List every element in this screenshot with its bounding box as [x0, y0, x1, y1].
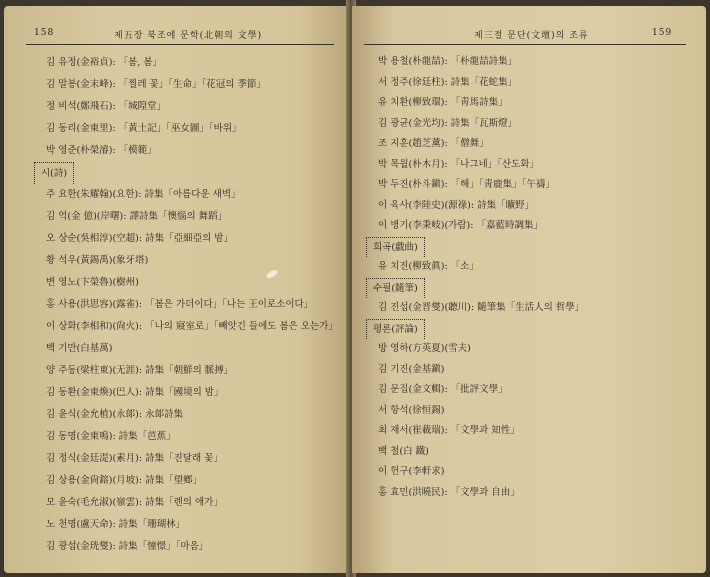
- author-entry-text: 유 치진(柳致眞): 「소」: [378, 261, 479, 272]
- author-entry: [46, 382, 346, 404]
- author-entry: [378, 155, 696, 176]
- right-entry-list: [373, 52, 696, 503]
- author-entry: [46, 294, 346, 316]
- author-entry: [46, 316, 346, 338]
- header-rule: [26, 44, 334, 45]
- section-heading-row: [34, 162, 346, 184]
- author-entry-text: 백 철(白 鐵): [378, 445, 429, 457]
- author-entry-text: 김 광균(金光均): 詩集「瓦斯燈」: [378, 117, 518, 129]
- author-entry: [46, 206, 346, 228]
- author-entry: [46, 272, 346, 294]
- right-page: [352, 6, 706, 573]
- author-entry: [378, 175, 696, 196]
- author-entry: [46, 52, 346, 74]
- author-entry-text: 홍 효민(洪曉民): 「文學과 自由」: [378, 486, 520, 498]
- running-title: 제五장 북조에 문학(北朝의 文學): [114, 31, 263, 41]
- author-entry: [378, 380, 696, 401]
- author-entry-text: 이 헌구(李軒求): [378, 466, 445, 477]
- author-entry: [378, 257, 696, 278]
- author-entry: [46, 250, 346, 272]
- author-entry-text: 백 기만(白基萬): [46, 343, 113, 354]
- running-title: 제三절 문단(文壇)의 조류: [474, 31, 589, 41]
- author-entry-text: 홍 사용(洪思容)(露雀): 「봄은 가더이다」「나는 王이로소이다」: [46, 299, 314, 310]
- author-entry: [378, 196, 696, 217]
- page-number: 159: [652, 28, 673, 38]
- author-entry-text: 김 상용(金尙鎔)(月坡): 詩集「望鄕」: [46, 475, 203, 486]
- author-entry: [46, 448, 346, 470]
- author-entry: [46, 96, 346, 118]
- author-entry-text: 정 비석(鄭飛石): 「城隍堂」: [46, 101, 167, 112]
- author-entry: [378, 216, 696, 237]
- section-heading-row: [366, 319, 696, 340]
- author-entry-text: 서 정주(徐廷柱): 詩集「花蛇集」: [378, 76, 518, 88]
- header-rule: [364, 44, 686, 45]
- author-entry-text: 황 석우(黃錫禹)(象牙塔): [46, 255, 149, 266]
- author-entry-text: 김 동리(金東里): 「黃土記」「巫女圖」「바위」: [46, 123, 242, 134]
- author-entry: [378, 462, 696, 483]
- author-entry: [46, 338, 346, 360]
- author-entry: [46, 140, 346, 162]
- author-entry: [378, 73, 696, 94]
- section-heading: 희곡(戱曲): [366, 237, 425, 258]
- author-entry: [46, 118, 346, 140]
- author-entry: [46, 536, 346, 558]
- author-entry-text: 김 유정(金裕貞): 「봄, 봄」: [46, 57, 163, 68]
- author-entry: [378, 483, 696, 504]
- author-entry-text: 김 정식(金廷湜)(素月): 詩集「진달래 꽃」: [46, 453, 223, 464]
- author-entry-text: 변 영노(卞榮魯)(樹州): [46, 277, 139, 288]
- author-entry: [46, 426, 346, 448]
- section-heading: 수필(隨筆): [366, 278, 425, 299]
- author-entry: [378, 339, 696, 360]
- author-entry-text: 이 상화(李相和)(尙火): 「나의 寢室로」「빼앗긴 들에도 봄은 오는가」: [46, 321, 338, 332]
- author-entry-text: 주 요한(朱耀翰)(요한): 詩集「아름다운 새벽」: [46, 189, 241, 200]
- section-heading-row: [366, 278, 696, 299]
- author-entry-text: 박 목월(朴木月): 「나그네」「산도화」: [378, 158, 539, 170]
- author-entry-text: 김 광섭(金珖燮): 詩集「憧憬」「마음」: [46, 541, 209, 552]
- author-entry: [378, 298, 696, 319]
- author-entry: [378, 93, 696, 114]
- author-entry: [46, 360, 346, 382]
- author-entry-text: 박 두진(朴斗鎭): 「해」「靑鹿集」「午禱」: [378, 179, 555, 190]
- author-entry: [46, 492, 346, 514]
- section-heading: 평론(評論): [366, 319, 425, 340]
- author-entry-text: 김 기진(金基鎭): [378, 363, 445, 375]
- author-entry: [378, 421, 696, 442]
- author-entry: [46, 74, 346, 96]
- author-entry-text: 최 재서(崔載瑞): 「文學과 知性」: [378, 425, 520, 436]
- author-entry: [46, 228, 346, 250]
- author-entry-text: 노 천명(盧天命): 詩集「珊瑚林」: [46, 519, 186, 530]
- author-entry-text: 김 동환(金東煥)(巴人): 詩集「國境의 밤」: [46, 387, 224, 398]
- author-entry: [46, 404, 346, 426]
- author-entry-text: 김 말봉(金末峰): 「찔레 꽃」「生命」「花冠의 季節」: [46, 79, 266, 90]
- author-entry-text: 박 영준(朴榮濬): 「模範」: [46, 145, 157, 156]
- author-entry: [46, 470, 346, 492]
- author-entry-text: 오 상순(吳相淳)(空超): 詩集「亞細亞의 밤」: [46, 233, 233, 244]
- author-entry-text: 김 억(金 億)(岸曙): 譯詩集「懊惱의 舞蹈」: [46, 211, 228, 222]
- author-entry: [378, 442, 696, 463]
- author-entry: [46, 514, 346, 536]
- left-page: [4, 6, 350, 573]
- author-entry-text: 모 윤숙(毛允淑)(嶺雲): 詩集「렌의 애가」: [46, 497, 223, 508]
- author-entry-text: 김 진섭(金晋燮)(聽川): 隨筆集「生活人의 哲學」: [378, 302, 585, 313]
- author-entry: [378, 360, 696, 381]
- left-entry-list: [41, 52, 346, 558]
- author-entry: [378, 114, 696, 135]
- page-number: 158: [34, 28, 55, 38]
- author-entry-text: 김 윤식(金允植)(永郞): 永郞詩集: [46, 409, 184, 420]
- author-entry: [46, 184, 346, 206]
- author-entry-text: 방 영하(方英夏)(雪夫): [378, 343, 471, 354]
- author-entry-text: 서 항석(徐恒錫): [378, 404, 445, 416]
- author-entry-text: 김 동명(金東鳴): 詩集「芭蕉」: [46, 431, 176, 442]
- author-entry-text: 조 지훈(趙芝薰): 「僧舞」: [378, 138, 489, 149]
- author-entry-text: 김 문집(金文輯): 「批評文學」: [378, 384, 508, 395]
- section-heading-row: [366, 237, 696, 258]
- author-entry-text: 양 주동(梁柱東)(无涯): 詩集「朝鮮의 脈搏」: [46, 365, 234, 376]
- author-entry-text: 이 육사(李陸史)(源祿): 詩集「曠野」: [378, 199, 535, 211]
- author-entry-text: 박 용철(朴龍喆): 「朴龍喆詩集」: [378, 56, 518, 67]
- author-entry-text: 유 치환(柳致環): 「靑馬詩集」: [378, 97, 508, 108]
- author-entry: [378, 401, 696, 422]
- author-entry-text: 이 병기(李秉岐)(가람): 「嘉藍時調集」: [378, 220, 543, 231]
- author-entry: [378, 134, 696, 155]
- section-heading: 시(詩): [34, 162, 74, 184]
- author-entry: [378, 52, 696, 73]
